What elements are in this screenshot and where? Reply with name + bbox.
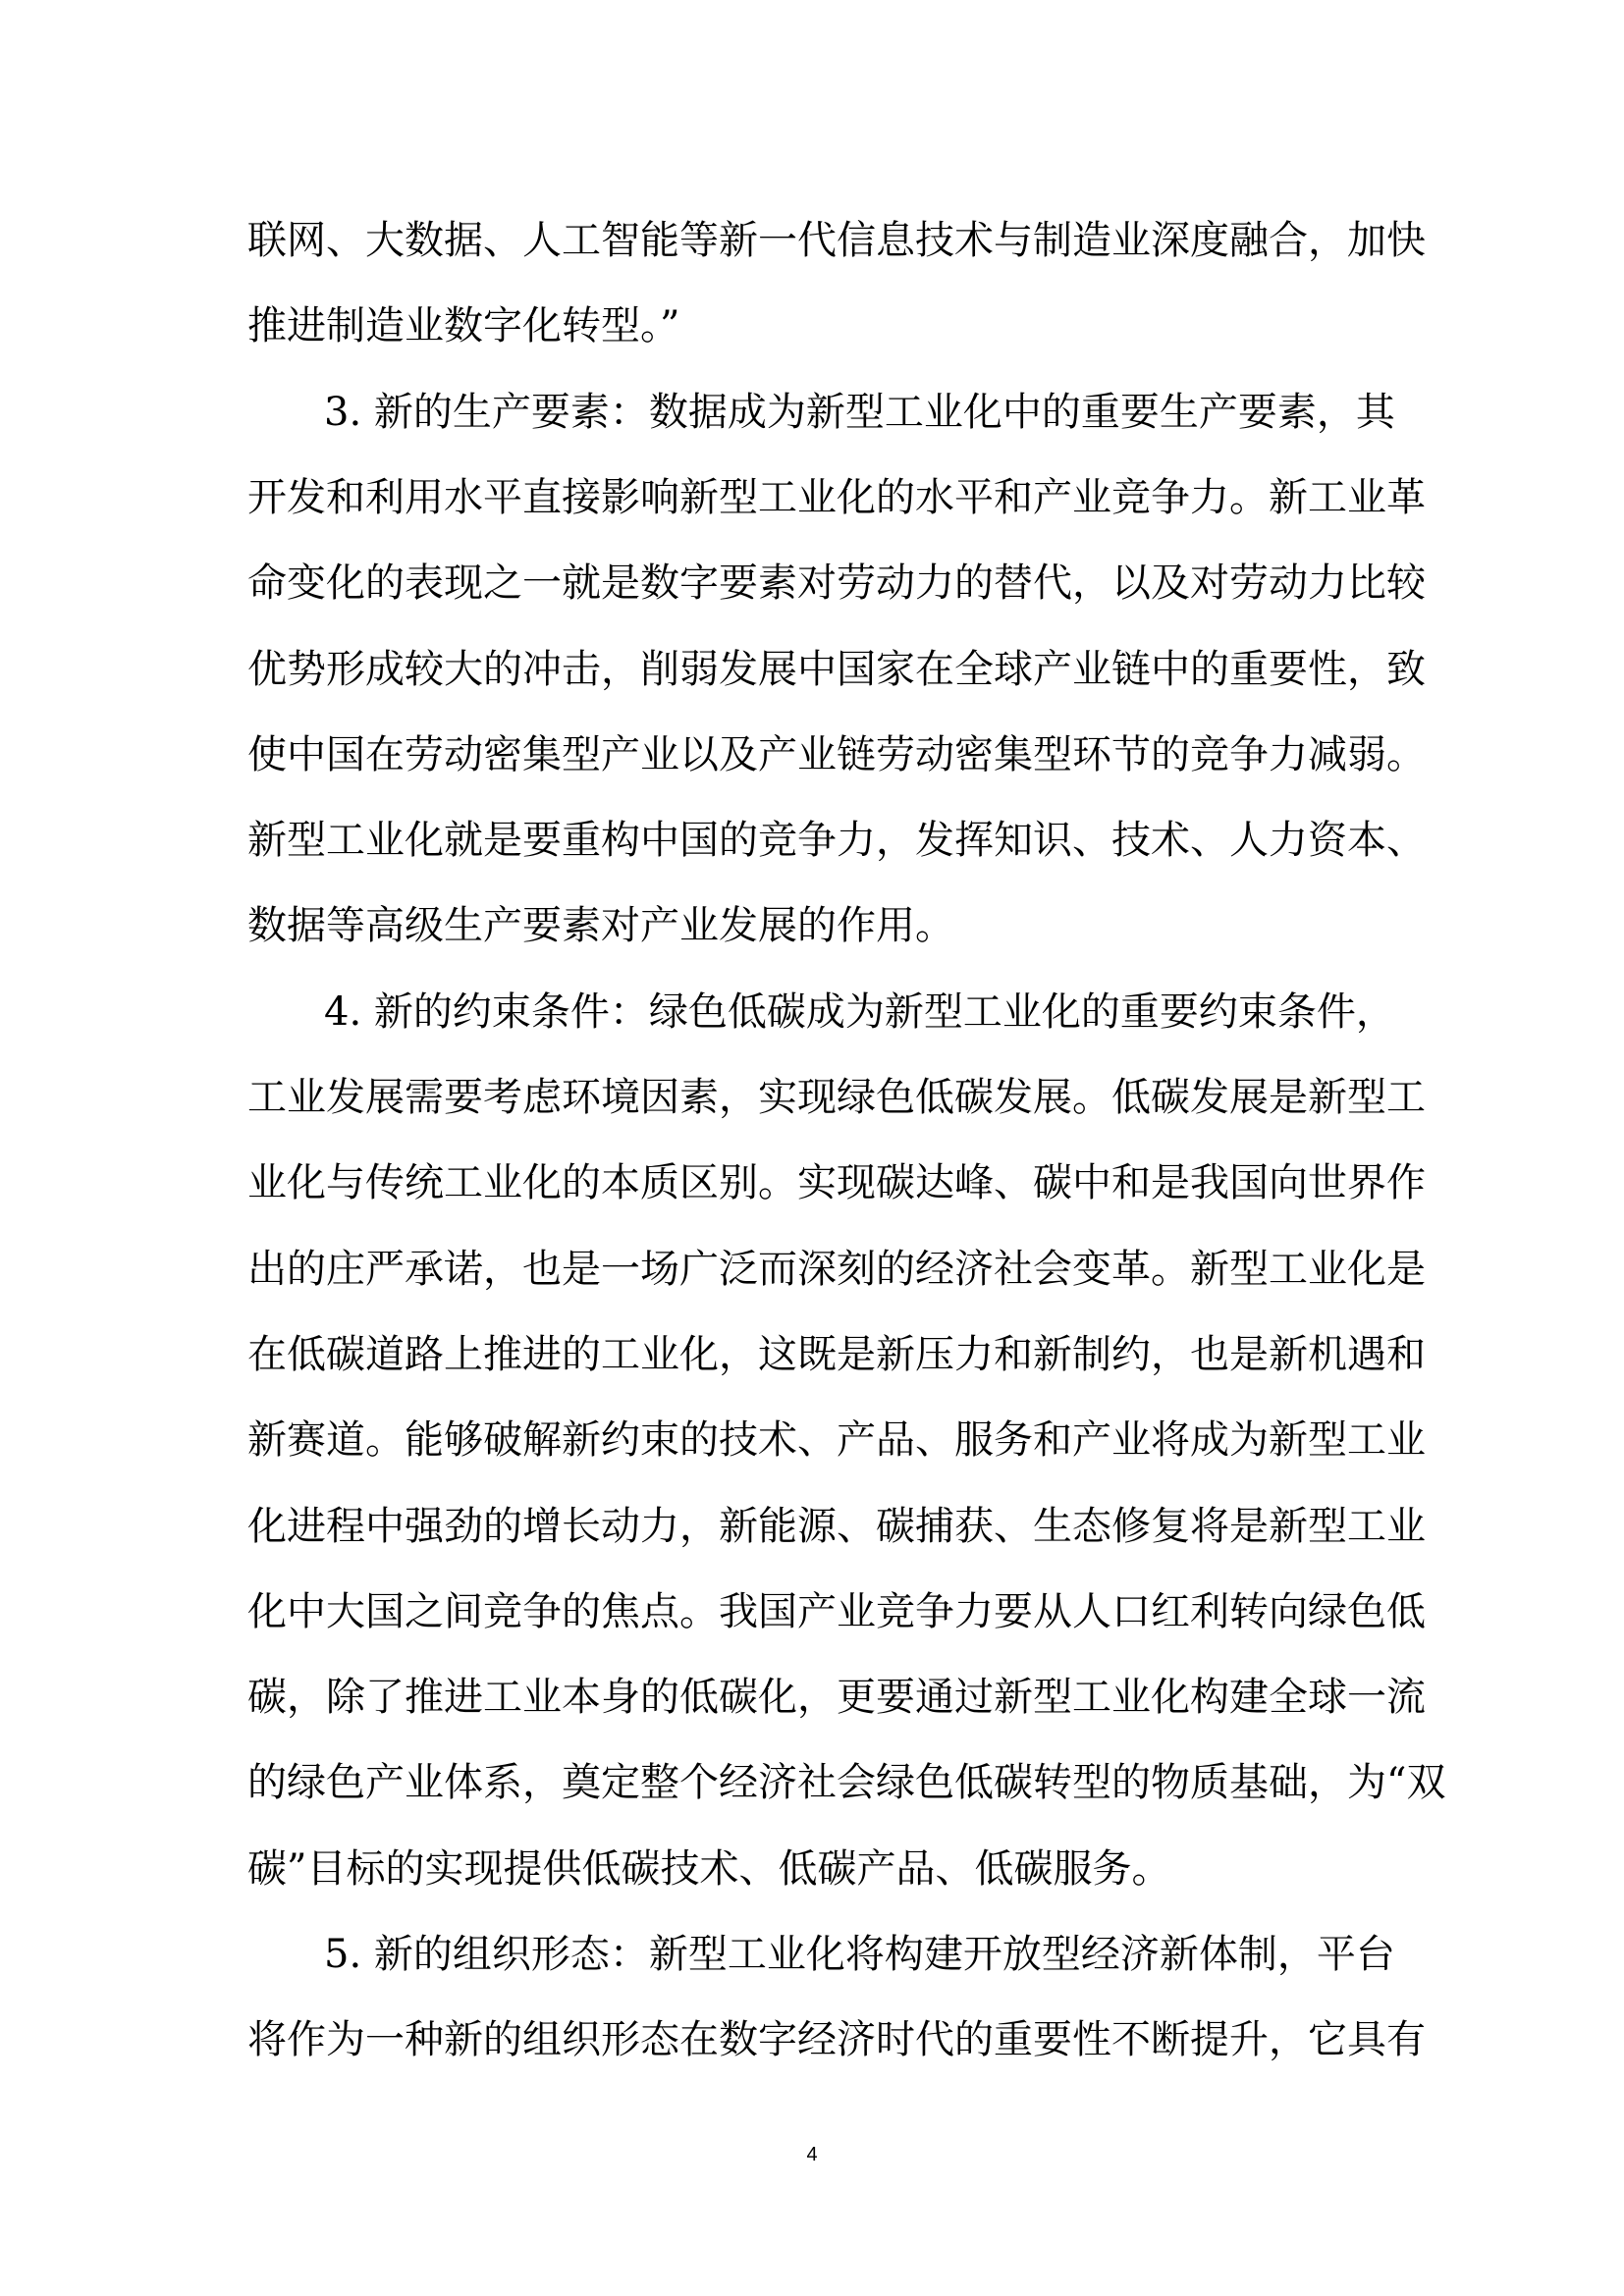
text-line: 碳，除了推进工业本身的低碳化，更要通过新型工业化构建全球一流	[247, 1675, 1426, 1721]
text-line: 化中大国之间竞争的焦点。我国产业竞争力要从人口红利转向绿色低	[247, 1588, 1426, 1634]
text-line: 新型工业化就是要重构中国的竞争力，发挥知识、技术、人力资本、	[247, 818, 1426, 864]
text-line: 将作为一种新的组织形态在数字经济时代的重要性不断提升，它具有	[247, 2017, 1426, 2063]
text-line: 命变化的表现之一就是数字要素对劳动力的替代，以及对劳动力比较	[247, 561, 1426, 607]
text-line: 工业发展需要考虑环境因素，实现绿色低碳发展。低碳发展是新型工	[247, 1075, 1426, 1120]
text-line: 优势形成较大的冲击，削弱发展中国家在全球产业链中的重要性，致	[247, 646, 1426, 692]
text-line: 3. 新的生产要素：数据成为新型工业化中的重要生产要素，其	[324, 389, 1395, 435]
text-line: 推进制造业数字化转型。”	[247, 303, 680, 349]
text-line: 化进程中强劲的增长动力，新能源、碳捕获、生态修复将是新型工业	[247, 1503, 1426, 1549]
text-line: 开发和利用水平直接影响新型工业化的水平和产业竞争力。新工业革	[247, 474, 1426, 520]
text-line: 在低碳道路上推进的工业化，这既是新压力和新制约，也是新机遇和	[247, 1331, 1426, 1377]
text-line: 的绿色产业体系，奠定整个经济社会绿色低碳转型的物质基础，为“双	[247, 1760, 1446, 1806]
text-line: 4. 新的约束条件：绿色低碳成为新型工业化的重要约束条件，	[324, 988, 1395, 1035]
text-line: 联网、大数据、人工智能等新一代信息技术与制造业深度融合，加快	[247, 218, 1426, 263]
text-line: 5. 新的组织形态：新型工业化将构建开放型经济新体制，平台	[324, 1932, 1395, 1977]
page-number: 4	[806, 2144, 818, 2165]
text-line: 业化与传统工业化的本质区别。实现碳达峰、碳中和是我国向世界作	[247, 1160, 1426, 1206]
text-line: 使中国在劳动密集型产业以及产业链劳动密集型环节的竞争力减弱。	[247, 731, 1426, 777]
text-line: 数据等高级生产要素对产业发展的作用。	[247, 903, 954, 949]
text-line: 碳”目标的实现提供低碳技术、低碳产品、低碳服务。	[247, 1845, 1171, 1892]
text-line: 出的庄严承诺，也是一场广泛而深刻的经济社会变革。新型工业化是	[247, 1246, 1426, 1292]
text-line: 新赛道。能够破解新约束的技术、产品、服务和产业将成为新型工业	[247, 1417, 1426, 1464]
